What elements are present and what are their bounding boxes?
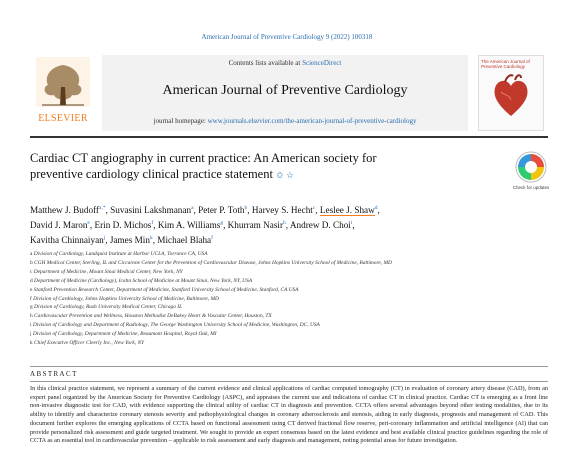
author-separator: , bbox=[285, 220, 290, 231]
author-separator: , bbox=[315, 205, 320, 216]
author-name[interactable]: Kavitha Chinnaiyan bbox=[30, 235, 104, 246]
author-affiliation-marker[interactable]: j bbox=[103, 235, 106, 242]
affiliation-text: Department of Medicine (Cardiology), Icahn School of Medicine at Mount Sinai, New York, NY, USA bbox=[32, 277, 253, 284]
header-divider bbox=[30, 136, 548, 138]
affiliation-text: Chief Executive Officer Cleerly Inc., New York, NY bbox=[32, 340, 145, 347]
affiliation-text: Division of Cardiology, Department of Medicine, Beaumont Hospital, Royal Oak, MI bbox=[31, 331, 217, 338]
affiliation-item bbox=[30, 268, 550, 277]
author-name[interactable]: Michael Blaha bbox=[157, 235, 212, 246]
affiliation-item bbox=[30, 330, 550, 339]
affiliation-item bbox=[30, 339, 550, 348]
author-separator: , bbox=[89, 220, 95, 231]
affiliation-item bbox=[30, 312, 550, 321]
author-affiliation-marker[interactable]: a bbox=[191, 205, 194, 211]
author-name[interactable]: Matthew J. Budoff bbox=[30, 205, 99, 216]
article-title bbox=[30, 150, 430, 183]
abstract-text: In this clinical practice statement, we represent a summary of the current evidence and clinical applications of cardiac computed tomography (CT) in evaluation of coronary artery disease (CAD), from an expert panel organized by the American Society for Preventive Cardiology (ASPC), and appraises the current use and indications of cardiac CT in clinical practice. Cardiac CT is emerging as a front line non-invasive diagnostic test for CAD, with evidence supporting the clinical utility of cardiac CT in diagnosis and prevention. CCTA offers several advantages beyond other testing modalities, due to its ability to identify and characterize coronary stenosis severity and pathophysiological changes in coronary atherosclerosis and stenosis, aiding in early diagnosis, prognosis and management of CAD. This document further explores the emerging applications of CCTA based on functional assessment using CT derived fractional flow reserve, peri-coronary inflammation and artificial intelligence (AI) that can provide personalized risk assessment and guide targeted treatment. We sought to provide an expert consensus based on the latest evidence and best available clinical practice guidelines regarding the role of CCTA as an essential tool in cardiovascular prevention – applicable to risk assessment and early diagnosis and management, noting potential areas for future investigation. bbox=[30, 385, 548, 445]
affiliation-letter: e bbox=[30, 286, 33, 293]
contents-availability bbox=[102, 59, 468, 67]
affiliation-text: Division of Cardiology, Johns Hopkins University School of Medicine, Baltimore, MD bbox=[31, 295, 219, 302]
author-separator: , bbox=[377, 205, 380, 216]
check-for-updates-label[interactable]: Check for updates bbox=[512, 185, 550, 190]
affiliation-letter: a bbox=[30, 251, 33, 257]
author-separator: , bbox=[105, 235, 110, 246]
cover-title: The American Journal of Preventive Cardiology bbox=[481, 59, 530, 69]
affiliation-letter: g bbox=[30, 304, 33, 311]
affiliation-letter: c bbox=[30, 268, 33, 275]
author-name[interactable]: Kim A. Williams bbox=[157, 220, 221, 231]
affiliation-item bbox=[30, 286, 550, 295]
author-name[interactable]: Suvasini Lakshmanan bbox=[110, 205, 192, 216]
author-name[interactable]: Erin D. Michos bbox=[94, 220, 152, 231]
author-name[interactable]: James Min bbox=[109, 235, 150, 246]
author-affiliation-marker[interactable]: f bbox=[151, 220, 154, 227]
author-name[interactable]: Leslee J. Shaw bbox=[319, 205, 375, 216]
author-name[interactable]: Khurram Nasir bbox=[227, 220, 284, 231]
author-separator: , bbox=[152, 235, 158, 246]
author-line-1 bbox=[30, 202, 550, 217]
journal-cover[interactable] bbox=[478, 55, 544, 131]
affiliation-letter: b bbox=[30, 259, 33, 266]
abstract-heading: ABSTRACT bbox=[30, 370, 78, 378]
affiliation-item bbox=[30, 277, 550, 286]
affiliation-text: Cardiovascular Prevention and Wellness, Houston Methodist DeBakey Heart & Vascular Center, Houston, TX bbox=[32, 313, 272, 320]
affiliation-letter: j bbox=[30, 331, 32, 338]
author-separator: , bbox=[193, 205, 199, 216]
journal-homepage bbox=[102, 117, 468, 125]
author-separator: , bbox=[247, 205, 252, 216]
author-list bbox=[30, 202, 550, 247]
affiliation-text: Division of Cardiology and Department of Radiology, The George Washington University School of Medicine, Washington, DC, USA bbox=[31, 322, 320, 329]
affiliation-item bbox=[30, 303, 550, 312]
affiliation-text: Stanford Prevention Research Center, Department of Medicine, Stanford University School of Medicine, Stanford, CA USA bbox=[32, 286, 299, 293]
author-affiliation-marker[interactable]: b bbox=[244, 205, 248, 211]
author-name[interactable]: David J. Maron bbox=[30, 220, 88, 231]
affiliation-text: Division of Cardiology, Lundquist Institute at Harbor UCLA, Torrance CA, USA bbox=[32, 251, 208, 257]
homepage-link[interactable]: www.journals.elsevier.com/the-american-journal-of-preventive-cardiology bbox=[207, 117, 417, 125]
abstract-divider-top bbox=[30, 366, 548, 367]
sciencedirect-link[interactable]: ScienceDirect bbox=[302, 59, 342, 67]
affiliation-text: CGH Medical Center, Sterling, IL and Ciccarone Center for the Prevention of Cardiovascular Disease, Johns Hopkins University School of Medicine, Baltimore, MD bbox=[32, 259, 392, 266]
author-affiliation-marker[interactable]: i bbox=[350, 220, 353, 227]
author-affiliation-marker[interactable]: d bbox=[374, 205, 378, 211]
author-line-3 bbox=[30, 232, 550, 247]
author-affiliation-marker[interactable]: h bbox=[283, 220, 286, 227]
affiliation-item bbox=[30, 250, 550, 259]
author-line-2 bbox=[30, 217, 550, 232]
journal-header bbox=[30, 55, 548, 131]
author-separator: , bbox=[153, 220, 158, 231]
author-affiliation-marker[interactable]: e bbox=[87, 220, 90, 227]
affiliation-item bbox=[30, 321, 550, 330]
author-affiliation-marker[interactable]: k bbox=[149, 235, 153, 242]
affiliation-letter: h bbox=[30, 313, 33, 320]
author-name[interactable]: Harvey S. Hecht bbox=[251, 205, 313, 216]
journal-info-box bbox=[102, 55, 468, 131]
author-name[interactable]: Peter P. Toth bbox=[198, 205, 245, 216]
author-name[interactable]: Andrew D. Choi bbox=[289, 220, 351, 231]
affiliation-letter: i bbox=[30, 322, 32, 329]
publisher-name: ELSEVIER bbox=[38, 113, 88, 124]
affiliation-text: Division of Cardiology, Rush University Medical Center, Chicago IL bbox=[32, 304, 183, 311]
affiliation-text: Department of Medicine, Mount Sinai Medical Center, New York, NY bbox=[32, 268, 183, 275]
author-separator: , bbox=[223, 220, 228, 231]
journal-title: American Journal of Preventive Cardiology bbox=[162, 83, 408, 98]
abstract-divider-bottom bbox=[30, 381, 548, 382]
title-line-2: preventive cardiology clinical practice statement bbox=[30, 167, 273, 181]
heart-icon bbox=[491, 72, 531, 120]
affiliation-letter: d bbox=[30, 277, 33, 284]
author-affiliation-marker[interactable]: a,* bbox=[99, 205, 106, 211]
affiliation-list bbox=[30, 250, 550, 348]
contents-prefix: Contents lists available at bbox=[228, 59, 303, 67]
affiliation-letter: k bbox=[30, 340, 33, 347]
homepage-prefix: journal homepage: bbox=[153, 117, 208, 125]
affiliation-item bbox=[30, 295, 550, 304]
check-for-updates-icon[interactable] bbox=[514, 150, 548, 184]
author-separator: , bbox=[105, 205, 111, 216]
affiliation-letter: f bbox=[30, 295, 32, 302]
author-affiliation-marker[interactable]: g bbox=[220, 220, 224, 227]
journal-citation[interactable]: American Journal of Preventive Cardiology 9 (2022) 100318 bbox=[201, 33, 373, 41]
author-separator: , bbox=[352, 220, 355, 231]
affiliation-item bbox=[30, 259, 550, 268]
author-affiliation-marker[interactable]: c bbox=[312, 205, 316, 211]
title-footnote-symbols[interactable]: ✩ ☆ bbox=[276, 170, 294, 180]
title-line-1: Cardiac CT angiography in current practice: An American society for bbox=[30, 151, 377, 165]
elsevier-tree-logo-icon bbox=[36, 57, 90, 107]
elsevier-logo[interactable] bbox=[30, 55, 96, 131]
author-affiliation-marker[interactable]: f bbox=[211, 235, 213, 242]
